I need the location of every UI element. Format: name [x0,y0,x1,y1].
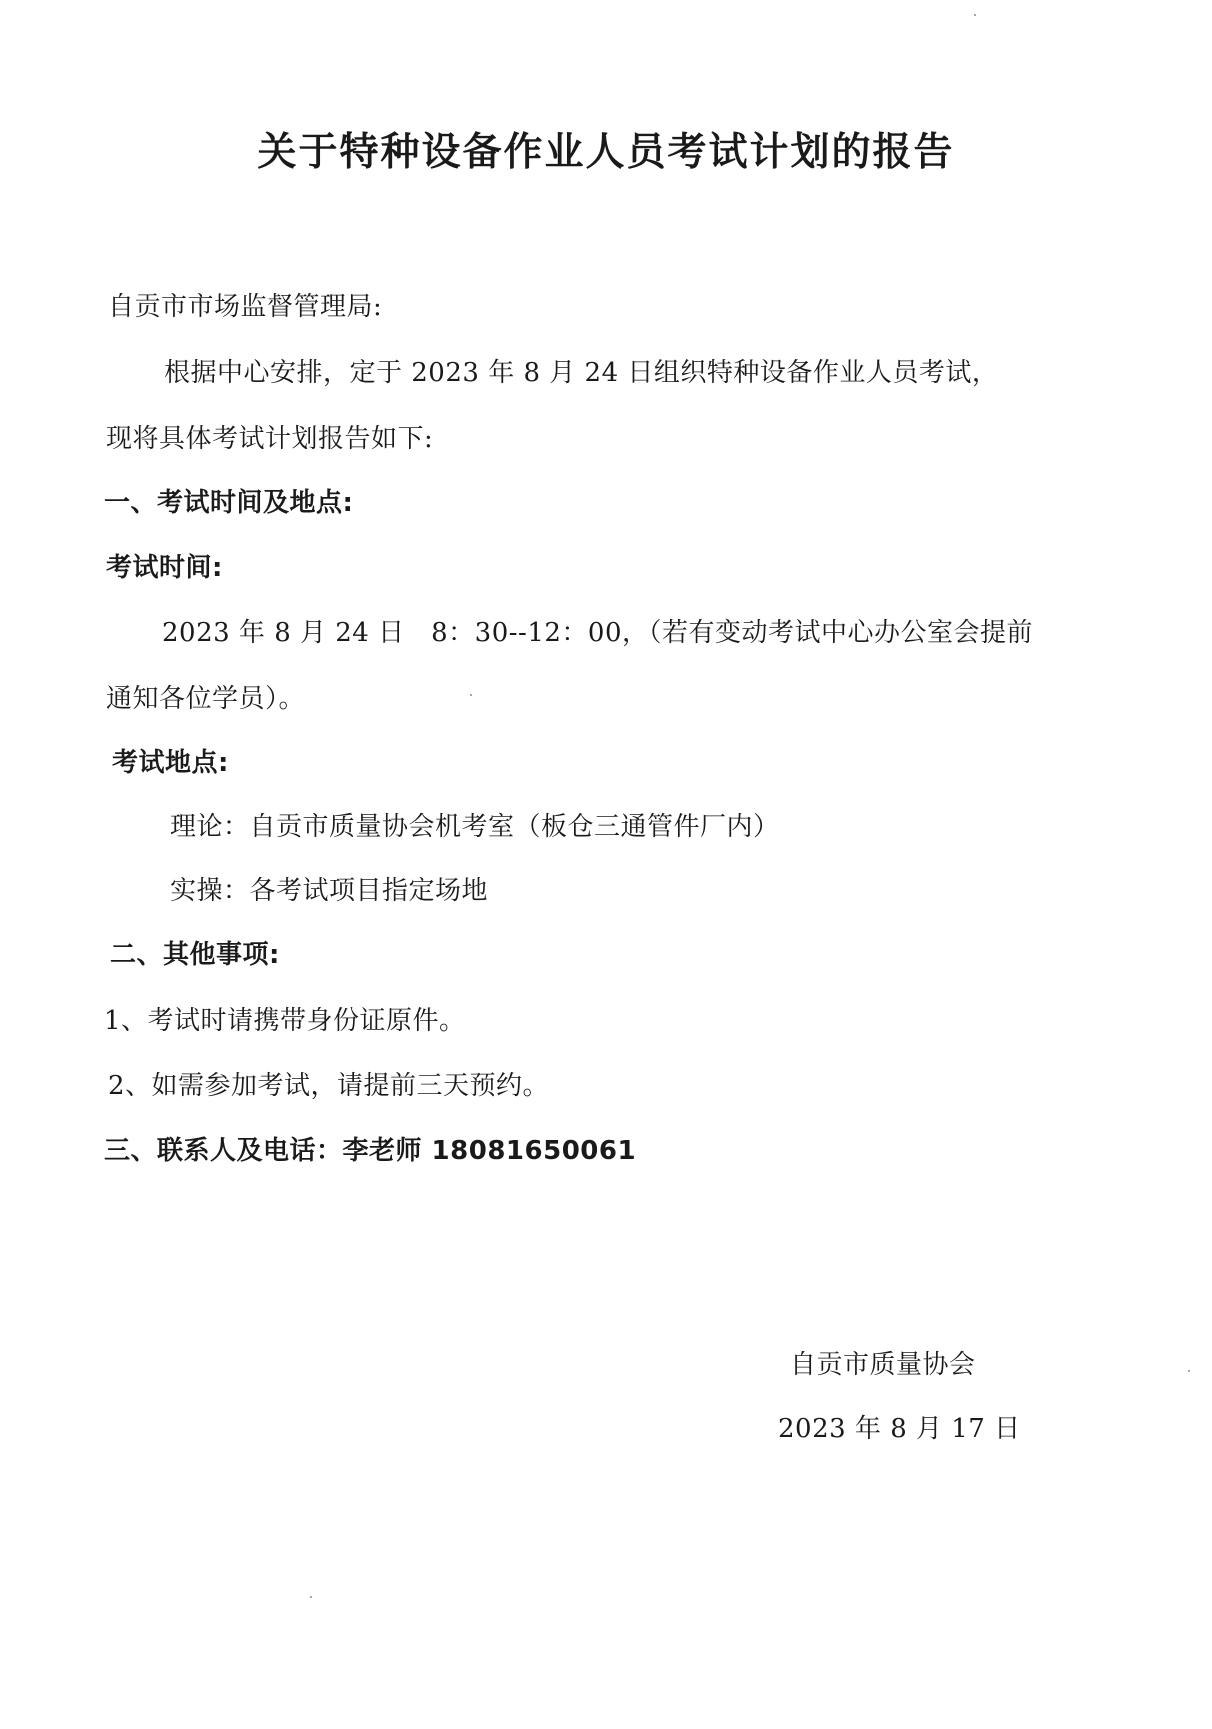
section-1-heading: 一、考试时间及地点: [104,488,354,518]
document-title: 关于特种设备作业人员考试计划的报告 [257,130,955,175]
exam-time-line-2: 通知各位学员）。 [106,684,306,714]
section-3-contact: 三、联系人及电话：李老师 18081650061 [104,1136,637,1166]
intro-paragraph-line-1: 根据中心安排，定于 2023 年 8 月 24 日组织特种设备作业人员考试， [164,358,999,388]
signature-date: 2023 年 8 月 17 日 [778,1414,1021,1444]
note-item-2: 2、如需参加考试，请提前三天预约。 [108,1071,550,1101]
section-2-heading: 二、其他事项: [110,940,280,970]
intro-paragraph-line-2: 现将具体考试计划报告如下: [106,424,434,454]
scan-speck [974,14,976,16]
scan-speck [470,694,472,696]
exam-time-label: 考试时间: [106,553,223,583]
addressee: 自贡市市场监督管理局: [108,292,383,322]
exam-place-label: 考试地点: [112,748,229,778]
theory-location: 理论：自贡市质量协会机考室（板仓三通管件厂内） [170,812,780,842]
scan-speck [1188,1370,1190,1372]
note-item-1: 1、考试时请携带身份证原件。 [104,1006,466,1036]
exam-time-line-1: 2023 年 8 月 24 日 8：30--12：00，（若有变动考试中心办公室会提前 [162,618,1033,648]
practice-location: 实操：各考试项目指定场地 [170,876,489,906]
signature-organization: 自贡市质量协会 [790,1350,976,1380]
scan-speck [310,1596,312,1598]
